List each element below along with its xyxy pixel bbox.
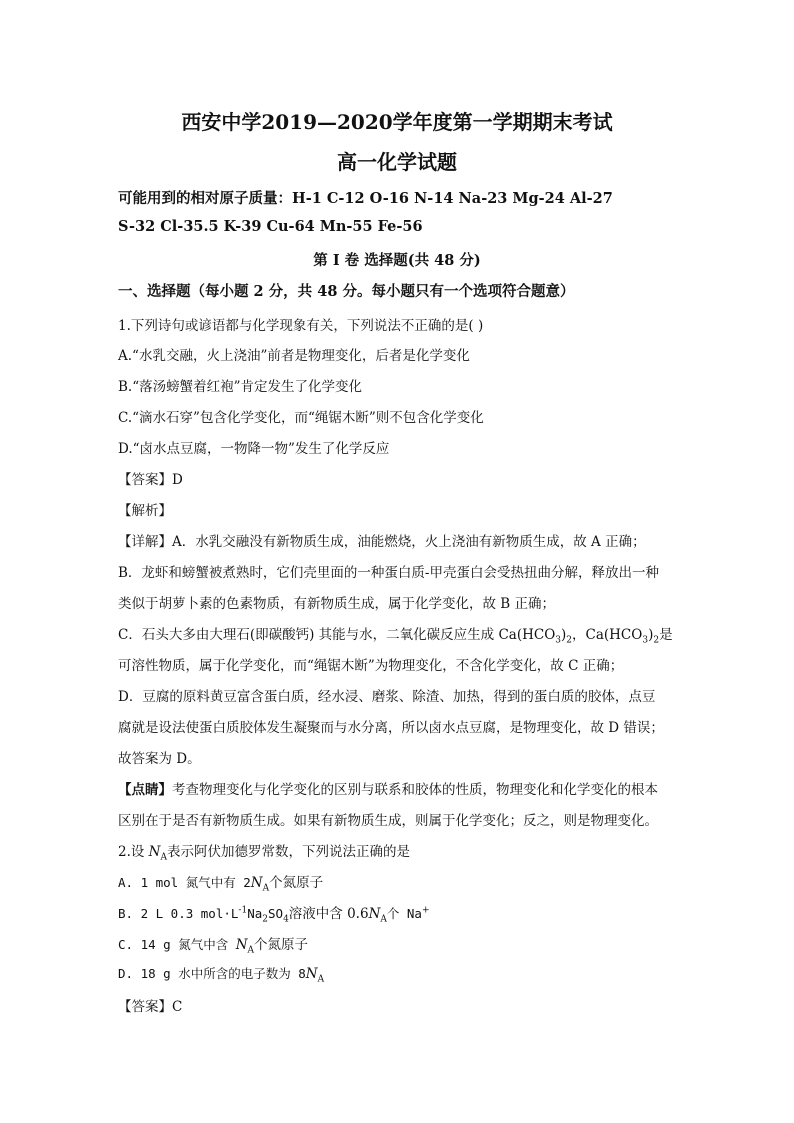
q1-answer: 【答案】D — [118, 472, 183, 488]
q2-b-sup2: + — [421, 905, 430, 916]
exam-title: 西安中学2019—2020学年度第一学期期末考试 — [181, 110, 613, 134]
q2-c-pre: C. 14 g 氮气中含 — [118, 937, 236, 952]
q1-analysis-label: 【解析】 — [118, 503, 172, 519]
paren: ) — [561, 627, 567, 643]
q1-option-c: C.“滴水石穿”包含化学变化，而“绳锯木断”则不包含化学变化 — [118, 410, 484, 426]
volume-heading: 第 I 卷 选择题(共 48 分) — [313, 252, 481, 269]
na-b: N — [368, 906, 381, 922]
na-d-sub: A — [317, 974, 325, 985]
q1-detail-b2: 类似于胡萝卜素的色素物质，有新物质生成，属于化学变化，故 B 正确； — [118, 596, 556, 612]
q2-option-b — [118, 902, 678, 925]
sub-3b: 3 — [642, 635, 649, 646]
sub-2: 2 — [566, 635, 573, 646]
q1-detail-d1: D．豆腐的原料黄豆富含蛋白质，经水浸、磨浆、除渣、加热，得到的蛋白质的胶体，点豆 — [118, 689, 656, 705]
sub-3: 3 — [555, 635, 561, 646]
c1-pre: C．石头大多由大理石(即碳酸钙) 其能与水，二氧化碳反应生成 Ca(HCO — [118, 627, 556, 643]
q2-stem-pre: 2.设 — [118, 844, 149, 860]
q2-c-post: 个氮原子 — [254, 937, 309, 953]
c1-mid: ，Ca(HCO — [572, 627, 643, 643]
sub-2b: 2 — [653, 635, 660, 646]
q1-comment-2: 区别在于是否有新物质生成。如果有新物质生成，则属于化学变化；反之，则是物理变化。 — [118, 813, 658, 829]
q2-b-sub2: 2 — [262, 914, 268, 925]
na-a-sub: A — [262, 883, 270, 894]
q2-b-sup: -1 — [238, 905, 248, 916]
q2-stem-post: 表示阿伏加德罗常数，下列说法正确的是 — [166, 844, 410, 860]
q1-conclusion: 故答案为 D。 — [118, 751, 201, 767]
c1-post: 是 — [659, 627, 673, 643]
q1-comment-1 — [118, 778, 678, 798]
q2-option-d — [118, 964, 678, 985]
paren-b: ) — [648, 627, 654, 643]
na-sub: A — [160, 852, 167, 863]
na-symbol: N — [148, 844, 161, 860]
q2-b-mid: 溶液中含 0.6 — [288, 906, 369, 922]
comment-text-1: 考查物理变化与化学变化的区别与联系和胶体的性质，物理变化和化学变化的根本 — [172, 782, 658, 798]
q2-b-sub4: 4 — [283, 914, 289, 925]
atomic-mass-line-2: S-32 Cl-35.5 K-39 Cu-64 Mn-55 Fe-56 — [118, 218, 423, 235]
q2-stem — [118, 840, 678, 863]
q2-option-c — [118, 933, 678, 956]
q1-detail-c1 — [118, 623, 678, 646]
q2-b-pre: B. 2 L 0.3 mol·L — [118, 906, 239, 921]
na-c: N — [235, 937, 248, 953]
q1-detail-d2: 腐就是设法使蛋白质胶体发生凝聚而与水分离，所以卤水点豆腐，是物理变化，故 D 错误； — [118, 720, 664, 736]
na-d: N — [305, 966, 318, 982]
q2-b-post: 个 Na — [386, 906, 422, 921]
atomic-mass-line-1: 可能用到的相对原子质量：H-1 C-12 O-16 N-14 Na-23 Mg-24 Al-27 — [118, 190, 613, 207]
q1-option-b: B.“落汤螃蟹着红袍”肯定发生了化学变化 — [118, 379, 363, 395]
detail-a-text: A．水乳交融没有新物质生成，油能燃烧，火上浇油有新物质生成，故 A 正确； — [172, 534, 646, 550]
na-b-sub: A — [380, 914, 387, 925]
na-a: N — [250, 875, 263, 891]
q2-a-pre: A. 1 mol 氮气中有 2 — [118, 875, 251, 890]
q1-option-a: A.“水乳交融，火上浇油”前者是物理变化，后者是化学变化 — [118, 348, 470, 364]
q1-detail-b1: B．龙虾和螃蟹被煮熟时，它们壳里面的一种蛋白质-甲壳蛋白会受热扭曲分解，释放出一种 — [118, 565, 659, 581]
q2-answer: 【答案】C — [118, 999, 183, 1015]
exam-subtitle: 高一化学试题 — [337, 150, 457, 174]
na-c-sub: A — [247, 945, 255, 956]
detail-label: 【详解】 — [118, 534, 172, 550]
q2-b-so: SO — [268, 906, 284, 921]
q1-detail-a — [118, 530, 678, 550]
q2-a-post: 个氮原子 — [269, 875, 324, 891]
q2-b-na: Na — [247, 906, 263, 921]
q2-option-a — [118, 871, 678, 894]
comment-label: 【点睛】 — [118, 782, 172, 798]
q1-stem: 1.下列诗句或谚语都与化学现象有关，下列说法不正确的是( ) — [118, 318, 484, 334]
q2-d-pre: D. 18 g 水中所含的电子数为 8 — [118, 966, 306, 981]
section-heading: 一、选择题（每小题 2 分，共 48 分。每小题只有一个选项符合题意） — [118, 283, 575, 300]
q1-option-d: D.“卤水点豆腐，一物降一物”发生了化学反应 — [118, 441, 390, 457]
q1-detail-c2: 可溶性物质，属于化学变化，而“绳锯木断”为物理变化，不含化学变化，故 C 正确； — [118, 658, 624, 674]
